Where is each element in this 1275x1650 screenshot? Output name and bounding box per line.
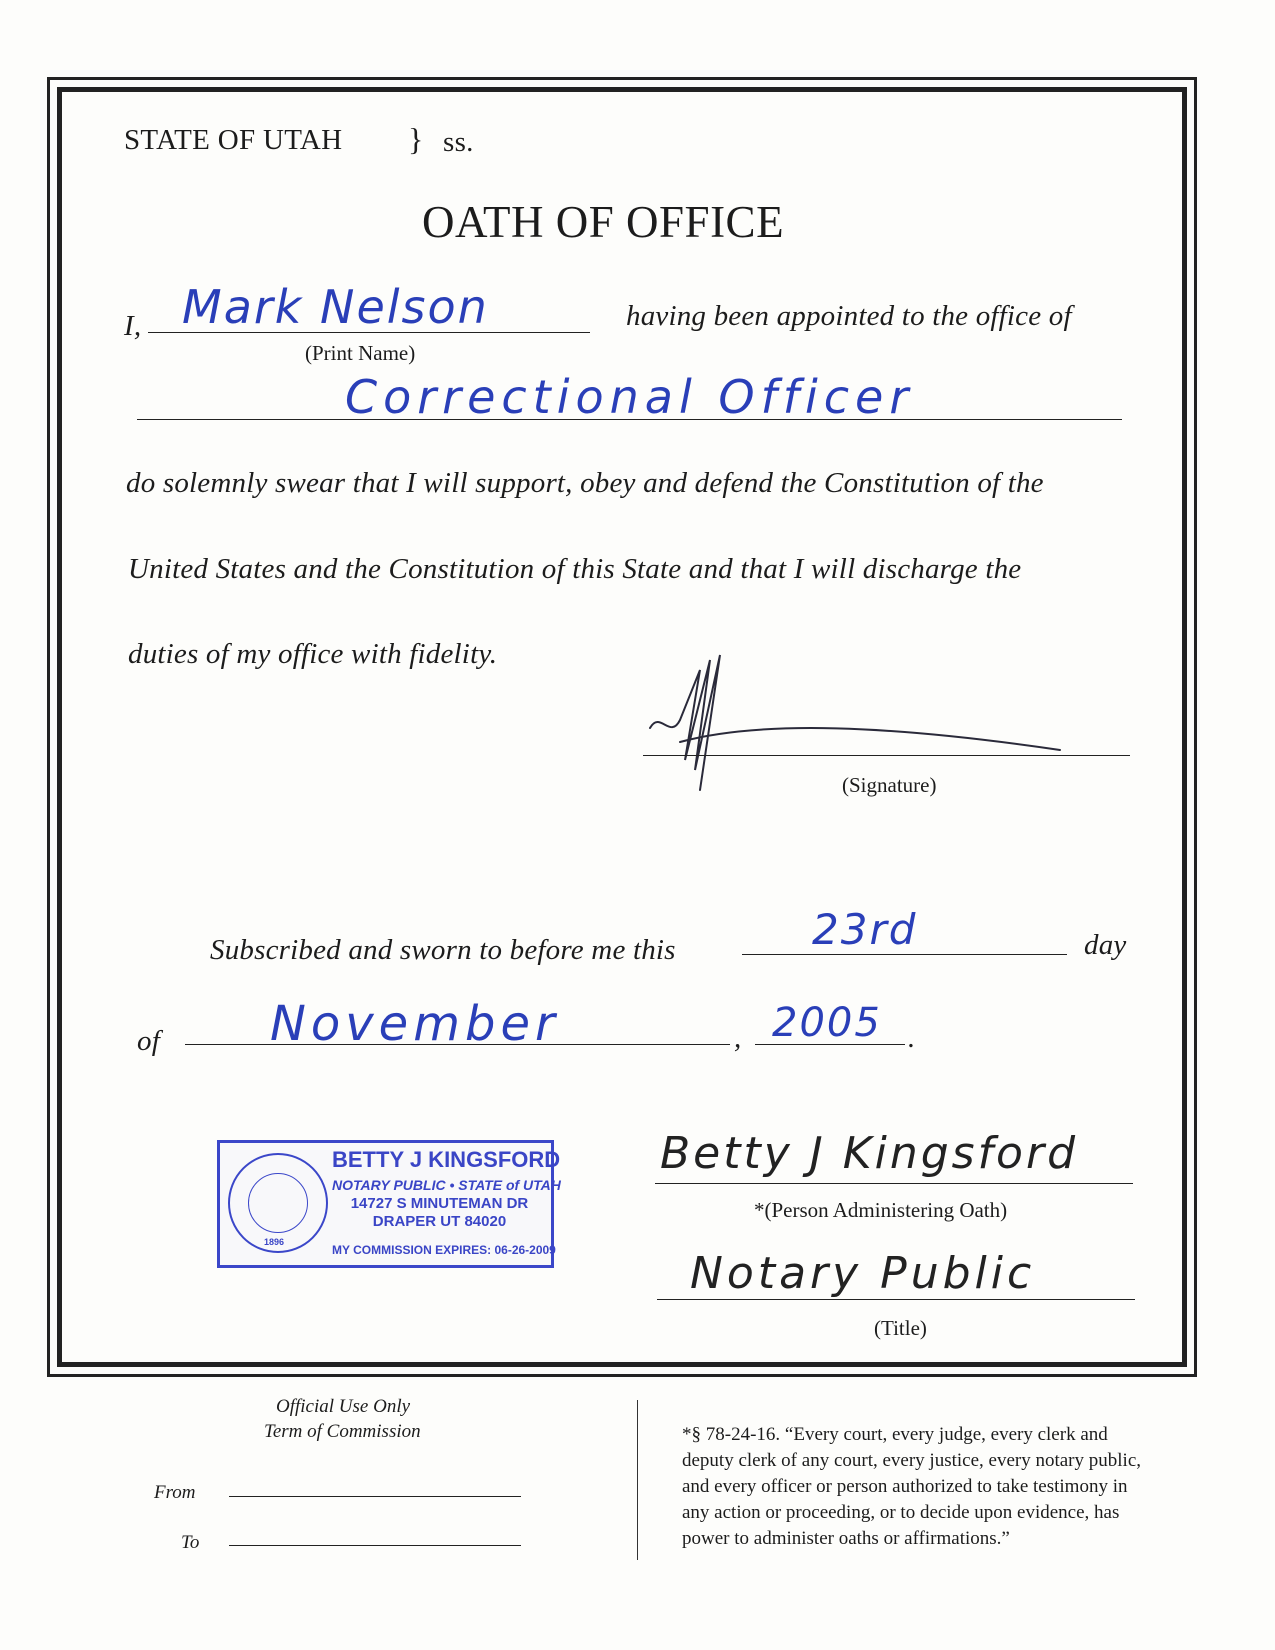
statute-line: any action or proceeding, or to decide upon evidence, has (682, 1502, 1120, 1523)
to-line (229, 1545, 521, 1546)
handwritten-name: Mark Nelson (182, 280, 489, 334)
notary-stamp (217, 1140, 561, 1268)
day-line (742, 954, 1067, 955)
handwritten-day: 23rd (812, 905, 918, 954)
signature-line (643, 755, 1130, 756)
stamp-address: 14727 S MINUTEMAN DR (350, 1195, 529, 1212)
stamp-name: BETTY J KINGSFORD (332, 1147, 561, 1172)
state-heading: STATE OF UTAH (124, 124, 343, 156)
of-label: of (137, 1025, 160, 1057)
oath-text-line-1: do solemnly swear that I will support, obey and defend the Constitution of the (126, 467, 1044, 499)
handwritten-office: Correctional Officer (345, 370, 915, 424)
administrator-caption: *(Person Administering Oath) (754, 1198, 1008, 1222)
day-suffix: day (1084, 929, 1127, 961)
statute-note (682, 1422, 1202, 1552)
oath-text-line-3: duties of my office with fidelity. (128, 638, 498, 670)
oath-text-line-2: United States and the Constitution of this State and that I will discharge the (128, 553, 1022, 585)
statute-line: and every officer or person authorized to take testimony in (682, 1476, 1128, 1497)
handwritten-month: November (270, 996, 560, 1052)
stamp-expiration: MY COMMISSION EXPIRES: 06-26-2009 (332, 1243, 556, 1257)
statute-line: deputy clerk of any court, every justice, every notary public, (682, 1450, 1141, 1471)
statute-line: power to administer oaths or affirmations.” (682, 1528, 1010, 1549)
from-label: From (154, 1482, 196, 1503)
state-seal-icon: 1896 (228, 1153, 328, 1253)
title-signature: Notary Public (690, 1248, 1036, 1299)
title-caption: (Title) (874, 1316, 927, 1340)
to-label: To (181, 1532, 200, 1553)
handwritten-year: 2005 (772, 1000, 882, 1046)
administrator-signature: Betty J Kingsford (660, 1128, 1078, 1179)
appointed-text: having been appointed to the office of (626, 300, 1072, 332)
title-line (657, 1299, 1135, 1300)
stamp-notary-line: NOTARY PUBLIC • STATE of UTAH (332, 1177, 561, 1193)
statute-line: *§ 78-24-16. “Every court, every judge, every clerk and (682, 1424, 1108, 1445)
comma: , (734, 1022, 742, 1054)
venue-brace: } (408, 121, 424, 157)
subscribed-text: Subscribed and sworn to before me this (210, 934, 676, 966)
i-prefix: I, (124, 310, 142, 342)
signature-caption: (Signature) (842, 773, 937, 797)
document-title: OATH OF OFFICE (422, 197, 785, 247)
print-name-caption: (Print Name) (305, 341, 416, 365)
footer-divider (637, 1400, 638, 1560)
official-use-heading: Official Use Only (276, 1396, 411, 1417)
term-of-commission-heading: Term of Commission (264, 1421, 421, 1442)
stamp-city: DRAPER UT 84020 (372, 1213, 507, 1230)
administrator-line (655, 1183, 1133, 1184)
ss-label: ss. (443, 126, 474, 158)
from-line (229, 1496, 521, 1497)
period: . (908, 1022, 916, 1054)
